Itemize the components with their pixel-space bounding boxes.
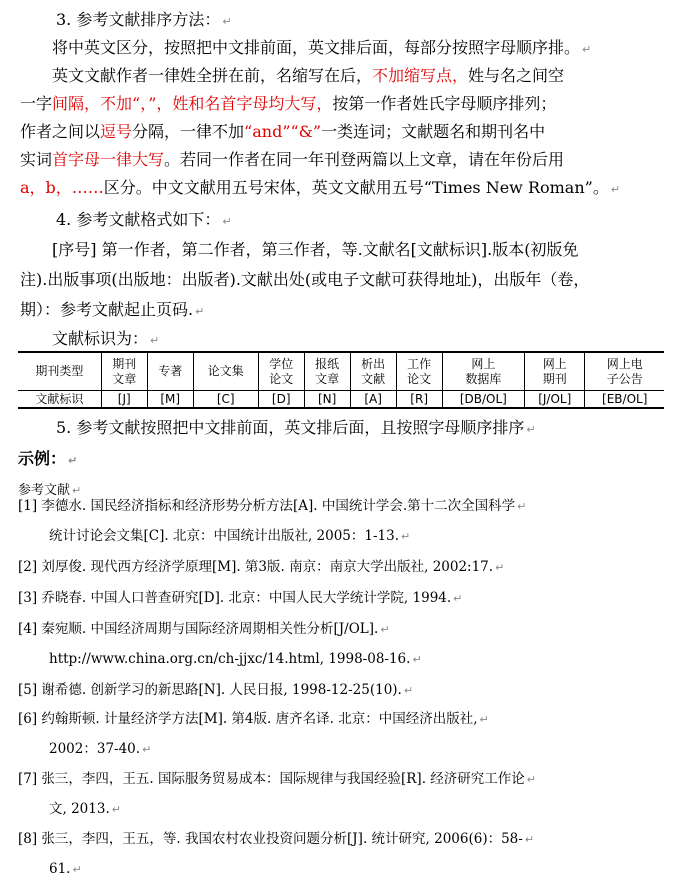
text-run: “and”“&”: [244, 122, 322, 141]
table-header-cell: 专著: [147, 352, 193, 391]
table-code-cell: [D]: [258, 391, 304, 409]
reference-entry-continuation: 统计讨论会文集[C]. 北京：中国统计出版社, 2005：1-13. ↵: [49, 528, 411, 544]
text-run: 一字: [20, 94, 53, 113]
table-code-cell: [DB/OL]: [442, 391, 524, 409]
text-run: 区分。中文文献用五号宋体，英文文献用五号“Times New Roman”。: [103, 178, 609, 197]
text-run: 英文文献作者一律姓全拼在前，名缩写在后，: [52, 66, 373, 85]
reference-entry-continuation: 文, 2013. ↵: [49, 801, 121, 817]
table-header-cell: 网上 数据库: [442, 352, 524, 391]
section3-para2-line3: [20, 122, 545, 142]
reference-entry-continuation: 2002：37-40. ↵: [49, 741, 152, 757]
table-header-row: [18, 352, 664, 391]
table-header-cell: 工作 论文: [396, 352, 442, 391]
reference-entry: [6] 约翰斯顿. 计量经济学方法[M]. 第4版. 唐齐名译. 北京：中国经济出版社, ↵: [18, 711, 489, 727]
section3-para2-line1: [52, 66, 564, 86]
code-table-label: 文献标识为： ↵: [52, 329, 160, 348]
reference-entry-continuation: 61. ↵: [49, 861, 82, 877]
reference-entry: [5] 谢希德. 创新学习的新思路[N]. 人民日报, 1998-12-25(10). ↵: [18, 682, 414, 698]
table-header-cell: 网上电 子公告: [585, 352, 664, 391]
table-header-cell: 学位 论文: [258, 352, 304, 391]
reference-entry: [7] 张三，李四，王五. 国际服务贸易成本：国际规律与我国经验[R]. 经济研究工作论 ↵: [18, 771, 536, 787]
reference-entry: [2] 刘厚俊. 现代西方经济学原理[M]. 第3版. 南京：南京大学出版社, 2002:17. ↵: [18, 559, 505, 575]
text-run: 首字母一律大写: [52, 150, 165, 169]
table-code-cell: 文献标识: [18, 391, 101, 409]
table-code-cell: [EB/OL]: [602, 391, 648, 406]
text-run: 实词: [20, 150, 53, 169]
text-run: 按第一作者姓氏字母顺序排列；: [332, 94, 557, 113]
section4-format-line1: [序号] 第一作者，第二作者，第三作者，等.文献名[文献标识].版本(初版免: [52, 240, 579, 259]
reference-entry: [8] 张三，李四，王五，等. 我国农村农业投资问题分析[J]. 统计研究, 2006(6)：58- ↵: [18, 831, 535, 847]
table-code-cell: [C]: [193, 391, 258, 409]
reference-entry: [1] 李德水. 国民经济指标和经济形势分析方法[A]. 中国统计学会.第十二次全国科学 ↵: [18, 498, 527, 514]
table-code-cell: [A]: [350, 391, 396, 409]
table-code-cell: [J/OL]: [525, 391, 585, 409]
section3-para1: 将中英文区分，按照把中文排前面，英文排后面，每部分按照字母顺序排。 ↵: [52, 38, 592, 57]
document-type-code-table: [18, 351, 664, 409]
table-code-cell: [R]: [396, 391, 442, 409]
text-run: 姓与名之间空: [468, 66, 565, 85]
table-code-row: [18, 391, 664, 409]
table-header-cell: 析出 文献: [350, 352, 396, 391]
table-header-cell: 论文集: [193, 352, 258, 391]
reference-entry: [3] 乔晓春. 中国人口普查研究[D]. 北京：中国人民大学统计学院, 1994. ↵: [18, 590, 463, 606]
table-code-cell: [M]: [147, 391, 193, 409]
section4-title: 4. 参考文献格式如下： ↵: [56, 210, 232, 229]
text-run: 作者之间以: [20, 122, 101, 141]
text-run: a，b，……: [20, 178, 104, 197]
text-run: 不加缩写点，: [372, 66, 469, 85]
text-run: 间隔，不加“，”，姓和名首字母均大写，: [52, 94, 333, 113]
table-header-cell: 期刊类型: [18, 352, 101, 391]
table-code-cell: [J]: [101, 391, 147, 409]
reference-heading: 参考文献 ↵: [18, 483, 82, 498]
text-run: 分隔，一律不加: [132, 122, 245, 141]
section4-format-line3: 期）：参考文献起止页码. ↵: [20, 300, 205, 319]
example-heading: 示例： ↵: [18, 449, 78, 468]
table-header-cell: 报纸 文章: [304, 352, 350, 391]
text-run: 一类连词；文献题名和期刊名中: [321, 122, 546, 141]
table-code-cell: [N]: [304, 391, 350, 409]
section3-para2-line5: a，b，……区分。中文文献用五号宋体，英文文献用五号“Times New Roman”。 ↵: [20, 178, 621, 197]
table-header-cell: 期刊 文章: [101, 352, 147, 391]
reference-entry-continuation: http://www.china.org.cn/ch-jjxc/14.html, 1998-08-16. ↵: [49, 651, 422, 667]
section3-title: 3. 参考文献排序方法： ↵: [56, 10, 232, 29]
text-run: 。若同一作者在同一年刊登两篇以上文章，请在年份后用: [164, 150, 565, 169]
table-header-cell: 网上 期刊: [525, 352, 585, 391]
section4-format-line2: 注).出版事项(出版地：出版者).文献出处(或电子文献可获得地址)，出版年（卷，: [20, 270, 590, 289]
section3-para2-line2: [20, 94, 556, 114]
section5-title: 5. 参考文献按照把中文排前面，英文排后面，且按照字母顺序排序 ↵: [56, 418, 536, 437]
text-run: 逗号: [100, 122, 133, 141]
section3-para2-line4: [20, 150, 564, 170]
reference-entry: [4] 秦宛顺. 中国经济周期与国际经济周期相关性分析[J/OL]. ↵: [18, 621, 390, 637]
